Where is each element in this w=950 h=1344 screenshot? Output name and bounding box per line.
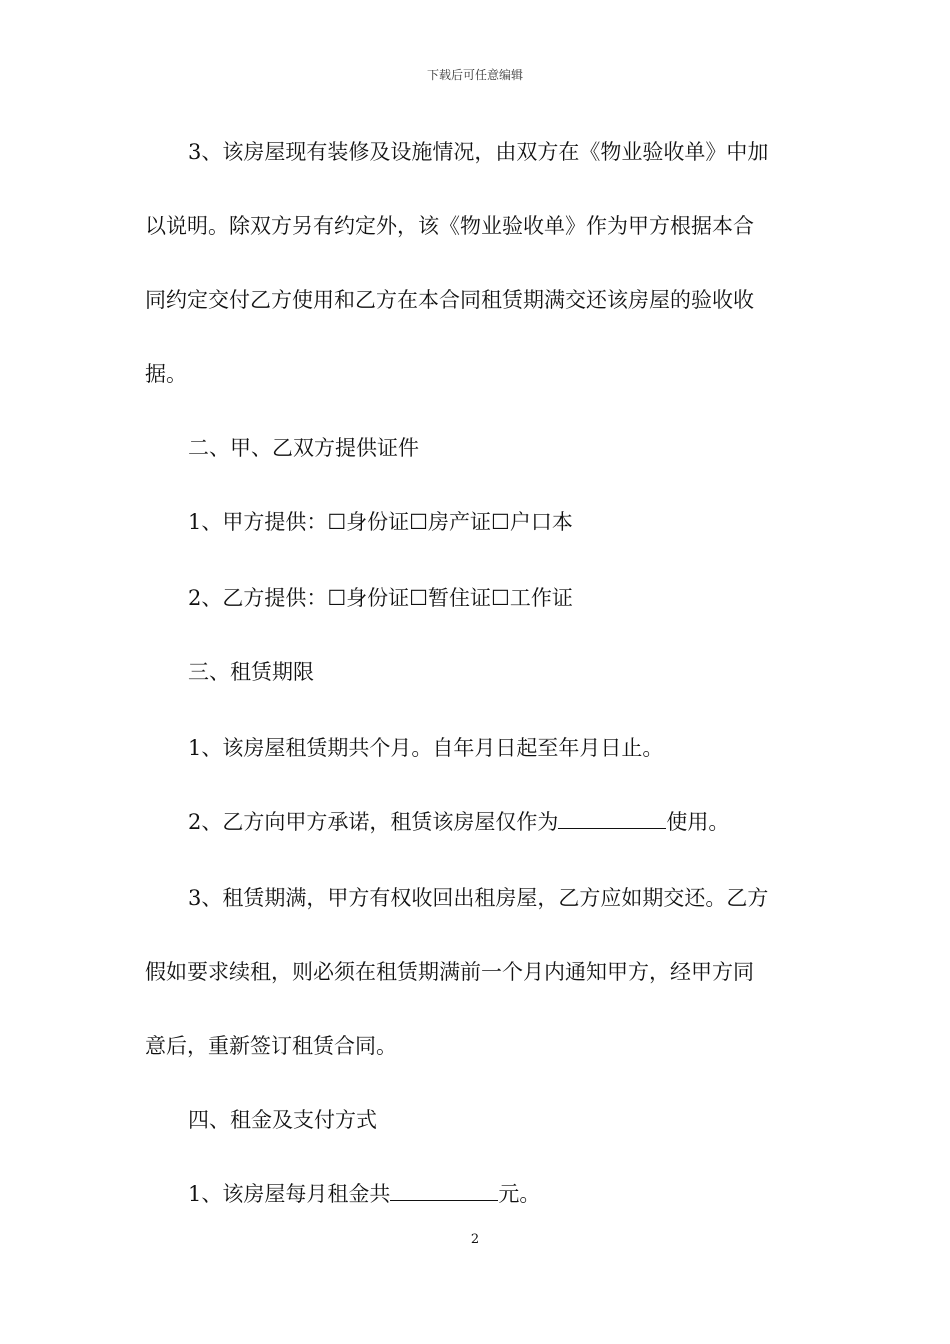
section-heading: 二、甲、乙双方提供证件 [188, 436, 419, 460]
text-segment: 使用。 [666, 810, 730, 834]
text-segment: 元。 [498, 1182, 541, 1206]
fill-in-blank [390, 1180, 498, 1201]
paragraph-line: 意后，重新签订租赁合同。 [145, 1034, 397, 1058]
text-segment: 1、该房屋每月租金共 [188, 1182, 391, 1206]
header-note: 下载后可任意编辑 [426, 68, 523, 82]
paragraph-line [188, 808, 729, 836]
fill-in-blank [558, 808, 666, 829]
section-heading: 三、租赁期限 [188, 660, 314, 684]
paragraph-line: 1、该房屋租赁期共个月。自年月日起至年月日止。 [188, 736, 664, 760]
text-segment: 2、乙方向甲方承诺，租赁该房屋仅作为 [188, 810, 559, 834]
paragraph-line: 3、租赁期满，甲方有权收回出租房屋，乙方应如期交还。乙方 [188, 886, 769, 910]
paragraph-line: 以说明。除双方另有约定外，该《物业验收单》作为甲方根据本合 [145, 214, 754, 238]
paragraph-line: 同约定交付乙方使用和乙方在本合同租赁期满交还该房屋的验收收 [145, 288, 754, 312]
paragraph-line: 2、乙方提供：☐身份证☐暂住证☐工作证 [188, 586, 573, 610]
paragraph-line: 据。 [145, 362, 187, 386]
section-heading: 四、租金及支付方式 [188, 1108, 377, 1132]
paragraph-line: 3、该房屋现有装修及设施情况，由双方在《物业验收单》中加 [188, 140, 769, 164]
paragraph-line [188, 1180, 540, 1208]
paragraph-line: 1、甲方提供：☐身份证☐房产证☐户口本 [188, 510, 573, 534]
page-number: 2 [470, 1232, 480, 1247]
paragraph-line: 假如要求续租，则必须在租赁期满前一个月内通知甲方，经甲方同 [145, 960, 754, 984]
